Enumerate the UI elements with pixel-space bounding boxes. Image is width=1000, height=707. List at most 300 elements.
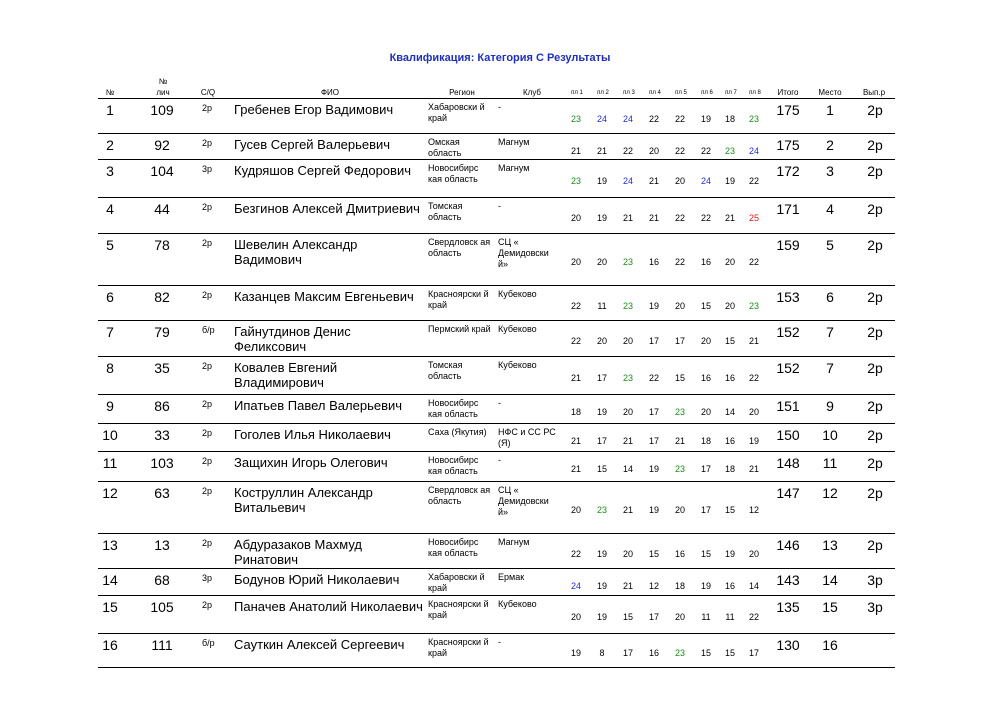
cell-score-6: 17 bbox=[700, 505, 711, 515]
cell-lic: 44 bbox=[154, 201, 170, 217]
cell-no: 6 bbox=[106, 289, 114, 305]
cell-place: 13 bbox=[822, 537, 838, 553]
cell-score-4: 17 bbox=[648, 436, 659, 446]
cell-fio: Казанцев Максим Евгеньевич bbox=[234, 289, 414, 304]
cell-rank: 2р bbox=[867, 163, 883, 179]
cell-score-6: 20 bbox=[700, 336, 711, 346]
cell-score-6: 22 bbox=[700, 146, 711, 156]
cell-lic: 79 bbox=[154, 324, 170, 340]
header-s6: пл 6 bbox=[701, 90, 713, 96]
cell-place: 4 bbox=[826, 201, 834, 217]
cell-region: Свердловск ая область bbox=[428, 485, 491, 506]
cell-score-1: 20 bbox=[570, 257, 581, 267]
cell-club: СЦ « Демидовски й» bbox=[498, 485, 549, 517]
cell-fio: Коструллин Александр Витальевич bbox=[234, 485, 373, 515]
cell-place: 3 bbox=[826, 163, 834, 179]
cell-region: Пермский край bbox=[428, 324, 491, 334]
cell-score-3: 23 bbox=[622, 373, 633, 383]
cell-score-7: 16 bbox=[724, 373, 735, 383]
table-header bbox=[0, 74, 1000, 98]
cell-lic: 86 bbox=[154, 398, 170, 414]
cell-cq: 2р bbox=[202, 238, 213, 248]
cell-score-7: 19 bbox=[724, 176, 735, 186]
cell-score-3: 14 bbox=[622, 464, 633, 474]
cell-score-4: 21 bbox=[648, 176, 659, 186]
cell-score-5: 20 bbox=[674, 301, 685, 311]
cell-fio: Гребенев Егор Вадимович bbox=[234, 102, 394, 117]
cell-club: - bbox=[498, 455, 501, 465]
cell-club: Магнум bbox=[498, 163, 530, 173]
cell-score-4: 19 bbox=[648, 301, 659, 311]
cell-lic: 68 bbox=[154, 572, 170, 588]
cell-score-8: 22 bbox=[748, 612, 759, 622]
cell-score-7: 15 bbox=[724, 336, 735, 346]
page-title: Квалификация: Категория С Результаты bbox=[389, 52, 611, 64]
cell-cq: 2р bbox=[202, 290, 213, 300]
cell-score-3: 21 bbox=[622, 436, 633, 446]
cell-club: Кубеково bbox=[498, 599, 537, 609]
cell-score-6: 16 bbox=[700, 373, 711, 383]
cell-cq: 3р bbox=[202, 164, 213, 174]
cell-total: 171 bbox=[776, 201, 800, 217]
cell-place: 12 bbox=[822, 485, 838, 501]
cell-club: Кубеково bbox=[498, 324, 537, 334]
cell-club: Ермак bbox=[498, 572, 525, 582]
cell-score-3: 23 bbox=[622, 257, 633, 267]
header-s4: пл 4 bbox=[649, 90, 661, 96]
table-row bbox=[98, 451, 895, 482]
cell-score-2: 23 bbox=[596, 505, 607, 515]
cell-cq: 2р bbox=[202, 103, 213, 113]
cell-score-7: 15 bbox=[724, 505, 735, 515]
cell-score-5: 17 bbox=[674, 336, 685, 346]
cell-lic: 13 bbox=[154, 537, 170, 553]
cell-score-1: 20 bbox=[570, 505, 581, 515]
cell-lic: 111 bbox=[151, 637, 173, 653]
cell-score-1: 22 bbox=[570, 549, 581, 559]
cell-score-4: 22 bbox=[648, 373, 659, 383]
cell-total: 146 bbox=[776, 537, 800, 553]
cell-rank: 2р bbox=[867, 324, 883, 340]
cell-score-4: 19 bbox=[648, 464, 659, 474]
cell-region: Томская область bbox=[428, 201, 463, 222]
cell-score-2: 17 bbox=[596, 373, 607, 383]
table-bottom-border bbox=[98, 667, 895, 668]
cell-total: 130 bbox=[776, 637, 800, 653]
cell-score-3: 21 bbox=[622, 505, 633, 515]
cell-place: 15 bbox=[822, 599, 838, 615]
cell-score-2: 24 bbox=[596, 114, 607, 124]
cell-score-7: 21 bbox=[724, 213, 735, 223]
cell-fio: Гусев Сергей Валерьевич bbox=[234, 137, 391, 152]
cell-club: Кубеково bbox=[498, 360, 537, 370]
cell-fio: Сауткин Алексей Сергеевич bbox=[234, 637, 405, 652]
cell-fio: Гоголев Илья Николаевич bbox=[234, 427, 391, 442]
cell-lic: 63 bbox=[154, 485, 170, 501]
cell-region: Красноярски й край bbox=[428, 289, 489, 310]
header-fio: ФИО bbox=[320, 88, 340, 97]
cell-score-2: 20 bbox=[596, 257, 607, 267]
cell-total: 152 bbox=[776, 324, 800, 340]
cell-total: 153 bbox=[776, 289, 800, 305]
cell-club: - bbox=[498, 201, 501, 211]
cell-lic: 105 bbox=[150, 599, 174, 615]
cell-lic: 35 bbox=[154, 360, 170, 376]
table-row bbox=[98, 320, 895, 357]
cell-fio: Бодунов Юрий Николаевич bbox=[234, 572, 400, 587]
cell-rank: 3р bbox=[867, 572, 883, 588]
cell-score-8: 14 bbox=[748, 581, 759, 591]
cell-score-2: 8 bbox=[599, 648, 605, 658]
cell-rank: 2р bbox=[867, 360, 883, 376]
header-club: Клуб bbox=[523, 88, 541, 97]
cell-score-1: 21 bbox=[570, 373, 581, 383]
cell-club: - bbox=[498, 102, 501, 112]
cell-no: 14 bbox=[102, 572, 118, 588]
cell-lic: 33 bbox=[154, 427, 170, 443]
cell-place: 5 bbox=[826, 237, 834, 253]
cell-score-1: 18 bbox=[570, 407, 581, 417]
cell-region: Новосибирс кая область bbox=[428, 398, 479, 419]
cell-place: 11 bbox=[822, 455, 838, 471]
cell-no: 5 bbox=[106, 237, 114, 253]
cell-score-1: 20 bbox=[570, 213, 581, 223]
cell-score-8: 20 bbox=[748, 407, 759, 417]
cell-score-4: 15 bbox=[648, 549, 659, 559]
cell-region: Хабаровски й край bbox=[428, 102, 485, 123]
cell-region: Новосибирс кая область bbox=[428, 455, 479, 476]
cell-cq: б/р bbox=[202, 325, 215, 335]
cell-total: 150 bbox=[776, 427, 800, 443]
cell-region: Свердловск ая область bbox=[428, 237, 491, 258]
cell-score-7: 20 bbox=[724, 301, 735, 311]
cell-score-4: 21 bbox=[648, 213, 659, 223]
cell-score-3: 17 bbox=[622, 648, 633, 658]
cell-score-1: 19 bbox=[570, 648, 581, 658]
cell-fio: Безгинов Алексей Дмитриевич bbox=[234, 201, 420, 216]
cell-rank: 2р bbox=[867, 237, 883, 253]
cell-cq: 2р bbox=[202, 486, 213, 496]
header-region: Регион bbox=[449, 88, 475, 97]
cell-total: 152 bbox=[776, 360, 800, 376]
cell-score-6: 15 bbox=[700, 648, 711, 658]
cell-score-8: 22 bbox=[748, 373, 759, 383]
cell-rank: 2р bbox=[867, 455, 883, 471]
cell-total: 148 bbox=[776, 455, 800, 471]
cell-total: 143 bbox=[776, 572, 800, 588]
cell-score-5: 22 bbox=[674, 146, 685, 156]
cell-score-3: 21 bbox=[622, 213, 633, 223]
cell-score-8: 20 bbox=[748, 549, 759, 559]
header-s8: пл 8 bbox=[749, 90, 761, 96]
cell-score-5: 22 bbox=[674, 257, 685, 267]
cell-score-8: 25 bbox=[748, 213, 759, 223]
cell-fio: Паначев Анатолий Николаевич bbox=[234, 599, 423, 614]
cell-lic: 104 bbox=[150, 163, 174, 179]
cell-place: 6 bbox=[826, 289, 834, 305]
cell-lic: 82 bbox=[154, 289, 170, 305]
cell-score-8: 19 bbox=[748, 436, 759, 446]
table-row bbox=[98, 233, 895, 286]
cell-fio: Ипатьев Павел Валерьевич bbox=[234, 398, 403, 413]
cell-score-1: 23 bbox=[570, 114, 581, 124]
cell-total: 151 bbox=[776, 398, 800, 414]
cell-club: Магнум bbox=[498, 137, 530, 147]
cell-score-1: 24 bbox=[570, 581, 581, 591]
cell-score-4: 17 bbox=[648, 612, 659, 622]
cell-rank: 2р bbox=[867, 201, 883, 217]
cell-score-7: 19 bbox=[724, 549, 735, 559]
cell-score-4: 22 bbox=[648, 114, 659, 124]
cell-score-4: 17 bbox=[648, 336, 659, 346]
cell-total: 135 bbox=[776, 599, 800, 615]
table-row bbox=[98, 533, 895, 569]
cell-no: 15 bbox=[102, 599, 118, 615]
cell-score-3: 15 bbox=[622, 612, 633, 622]
header-place: Место bbox=[818, 88, 842, 97]
cell-score-7: 14 bbox=[724, 407, 735, 417]
cell-score-6: 19 bbox=[700, 114, 711, 124]
cell-score-3: 20 bbox=[622, 549, 633, 559]
cell-score-7: 16 bbox=[724, 581, 735, 591]
cell-score-8: 17 bbox=[748, 648, 759, 658]
table-row bbox=[98, 568, 895, 596]
cell-score-2: 20 bbox=[596, 336, 607, 346]
cell-region: Красноярски й край bbox=[428, 637, 489, 658]
table-row bbox=[98, 394, 895, 424]
cell-total: 172 bbox=[776, 163, 800, 179]
cell-score-7: 18 bbox=[724, 464, 735, 474]
cell-rank: 2р bbox=[867, 398, 883, 414]
cell-lic: 109 bbox=[150, 102, 174, 118]
cell-score-5: 16 bbox=[674, 549, 685, 559]
cell-score-5: 23 bbox=[674, 407, 685, 417]
cell-total: 159 bbox=[776, 237, 800, 253]
cell-cq: 2р bbox=[202, 600, 213, 610]
cell-rank: 2р bbox=[867, 427, 883, 443]
cell-score-8: 22 bbox=[748, 257, 759, 267]
header-cq: C/Q bbox=[200, 88, 216, 97]
cell-score-8: 23 bbox=[748, 301, 759, 311]
table-row bbox=[98, 633, 895, 668]
cell-place: 9 bbox=[826, 398, 834, 414]
cell-no: 12 bbox=[102, 485, 118, 501]
cell-score-8: 24 bbox=[748, 146, 759, 156]
cell-score-8: 21 bbox=[748, 464, 759, 474]
cell-total: 147 bbox=[776, 485, 800, 501]
cell-score-5: 22 bbox=[674, 213, 685, 223]
cell-score-7: 23 bbox=[724, 146, 735, 156]
table-row bbox=[98, 98, 895, 134]
cell-region: Красноярски й край bbox=[428, 599, 489, 620]
cell-score-6: 22 bbox=[700, 213, 711, 223]
header-s5: пл 5 bbox=[675, 90, 687, 96]
cell-score-3: 20 bbox=[622, 336, 633, 346]
header-s7: пл 7 bbox=[725, 90, 737, 96]
cell-cq: 3р bbox=[202, 573, 213, 583]
cell-score-3: 20 bbox=[622, 407, 633, 417]
cell-total: 175 bbox=[776, 137, 800, 153]
cell-lic: 92 bbox=[154, 137, 170, 153]
cell-score-2: 19 bbox=[596, 407, 607, 417]
cell-place: 7 bbox=[826, 324, 834, 340]
header-lic: № лич bbox=[156, 77, 170, 97]
cell-no: 16 bbox=[102, 637, 118, 653]
cell-club: - bbox=[498, 637, 501, 647]
table-row bbox=[98, 197, 895, 234]
cell-region: Новосибирс кая область bbox=[428, 537, 479, 558]
cell-score-8: 12 bbox=[748, 505, 759, 515]
cell-cq: 2р bbox=[202, 538, 213, 548]
cell-cq: 2р bbox=[202, 138, 213, 148]
cell-score-1: 21 bbox=[570, 146, 581, 156]
cell-score-5: 20 bbox=[674, 505, 685, 515]
cell-score-4: 16 bbox=[648, 648, 659, 658]
cell-no: 8 bbox=[106, 360, 114, 376]
header-s3: пл 3 bbox=[623, 90, 635, 96]
cell-rank: 2р bbox=[867, 102, 883, 118]
cell-score-2: 11 bbox=[597, 301, 607, 311]
table-row bbox=[98, 423, 895, 452]
cell-place: 16 bbox=[822, 637, 838, 653]
cell-score-8: 21 bbox=[748, 336, 759, 346]
cell-score-7: 11 bbox=[725, 612, 735, 622]
cell-club: СЦ « Демидовски й» bbox=[498, 237, 549, 269]
cell-fio: Защихин Игорь Олегович bbox=[234, 455, 388, 470]
cell-place: 2 bbox=[826, 137, 834, 153]
cell-score-3: 21 bbox=[622, 581, 633, 591]
table-row bbox=[98, 285, 895, 321]
cell-score-3: 24 bbox=[622, 176, 633, 186]
cell-place: 1 bbox=[826, 102, 834, 118]
cell-score-1: 21 bbox=[570, 436, 581, 446]
cell-score-2: 17 bbox=[596, 436, 607, 446]
table-row bbox=[98, 356, 895, 395]
cell-score-5: 23 bbox=[674, 648, 685, 658]
cell-no: 2 bbox=[106, 137, 114, 153]
cell-score-4: 16 bbox=[648, 257, 659, 267]
cell-lic: 103 bbox=[150, 455, 174, 471]
cell-score-2: 19 bbox=[596, 581, 607, 591]
header-no: № bbox=[105, 88, 115, 97]
cell-region: Омская область bbox=[428, 137, 462, 158]
header-rank: Вып.р bbox=[862, 88, 886, 97]
cell-score-5: 22 bbox=[674, 114, 685, 124]
cell-score-3: 23 bbox=[622, 301, 633, 311]
cell-score-1: 22 bbox=[570, 336, 581, 346]
cell-score-4: 19 bbox=[648, 505, 659, 515]
cell-score-5: 18 bbox=[674, 581, 685, 591]
cell-club: - bbox=[498, 398, 501, 408]
cell-fio: Гайнутдинов Денис Феликсович bbox=[234, 324, 351, 354]
cell-cq: б/р bbox=[202, 638, 215, 648]
cell-place: 10 bbox=[822, 427, 838, 443]
cell-score-2: 19 bbox=[596, 549, 607, 559]
cell-score-8: 22 bbox=[748, 176, 759, 186]
cell-no: 11 bbox=[102, 455, 118, 471]
cell-region: Томская область bbox=[428, 360, 463, 381]
cell-score-2: 21 bbox=[596, 146, 607, 156]
cell-score-6: 15 bbox=[700, 301, 711, 311]
cell-club: НФС и СС РС (Я) bbox=[498, 427, 556, 448]
cell-rank: 3р bbox=[867, 599, 883, 615]
cell-score-8: 23 bbox=[748, 114, 759, 124]
cell-club: Кубеково bbox=[498, 289, 537, 299]
cell-score-6: 11 bbox=[701, 612, 711, 622]
cell-lic: 78 bbox=[154, 237, 170, 253]
cell-fio: Шевелин Александр Вадимович bbox=[234, 237, 358, 267]
cell-rank: 2р bbox=[867, 289, 883, 305]
cell-score-4: 12 bbox=[648, 581, 659, 591]
cell-score-6: 18 bbox=[700, 436, 711, 446]
cell-score-1: 23 bbox=[570, 176, 581, 186]
cell-score-4: 17 bbox=[648, 407, 659, 417]
cell-score-5: 20 bbox=[674, 612, 685, 622]
cell-no: 4 bbox=[106, 201, 114, 217]
cell-cq: 2р bbox=[202, 428, 213, 438]
cell-cq: 2р bbox=[202, 399, 213, 409]
cell-no: 10 bbox=[102, 427, 118, 443]
cell-total: 175 bbox=[776, 102, 800, 118]
cell-score-5: 20 bbox=[674, 176, 685, 186]
table-row bbox=[98, 481, 895, 534]
cell-fio: Абдуразаков Махмуд Ринатович bbox=[234, 537, 363, 567]
cell-score-1: 22 bbox=[570, 301, 581, 311]
cell-region: Новосибирс кая область bbox=[428, 163, 479, 184]
cell-no: 7 bbox=[106, 324, 114, 340]
cell-score-2: 19 bbox=[596, 176, 607, 186]
cell-score-7: 20 bbox=[724, 257, 735, 267]
cell-fio: Ковалев Евгений Владимирович bbox=[234, 360, 338, 390]
cell-no: 1 bbox=[106, 102, 114, 118]
table-row bbox=[98, 159, 895, 198]
cell-score-2: 15 bbox=[596, 464, 607, 474]
cell-cq: 2р bbox=[202, 361, 213, 371]
cell-score-1: 21 bbox=[570, 464, 581, 474]
cell-score-2: 19 bbox=[596, 213, 607, 223]
cell-place: 7 bbox=[826, 360, 834, 376]
cell-no: 13 bbox=[102, 537, 118, 553]
cell-score-7: 18 bbox=[724, 114, 735, 124]
cell-cq: 2р bbox=[202, 456, 213, 466]
cell-score-3: 24 bbox=[622, 114, 633, 124]
cell-score-1: 20 bbox=[570, 612, 581, 622]
cell-rank: 2р bbox=[867, 537, 883, 553]
header-s2: пл 2 bbox=[597, 90, 609, 96]
cell-club: Магнум bbox=[498, 537, 530, 547]
cell-score-6: 24 bbox=[700, 176, 711, 186]
table-row bbox=[98, 595, 895, 634]
cell-no: 9 bbox=[106, 398, 114, 414]
cell-cq: 2р bbox=[202, 202, 213, 212]
cell-score-7: 15 bbox=[724, 648, 735, 658]
cell-score-5: 23 bbox=[674, 464, 685, 474]
cell-score-7: 16 bbox=[724, 436, 735, 446]
header-total: Итого bbox=[777, 88, 799, 97]
cell-score-6: 16 bbox=[700, 257, 711, 267]
cell-score-3: 22 bbox=[622, 146, 633, 156]
cell-region: Хабаровски й край bbox=[428, 572, 485, 593]
cell-score-5: 15 bbox=[674, 373, 685, 383]
cell-score-6: 15 bbox=[700, 549, 711, 559]
cell-place: 14 bbox=[822, 572, 838, 588]
cell-rank: 2р bbox=[867, 485, 883, 501]
cell-region: Саха (Якутия) bbox=[428, 427, 487, 437]
cell-score-6: 19 bbox=[700, 581, 711, 591]
cell-score-4: 20 bbox=[648, 146, 659, 156]
cell-score-6: 20 bbox=[700, 407, 711, 417]
cell-score-6: 17 bbox=[700, 464, 711, 474]
